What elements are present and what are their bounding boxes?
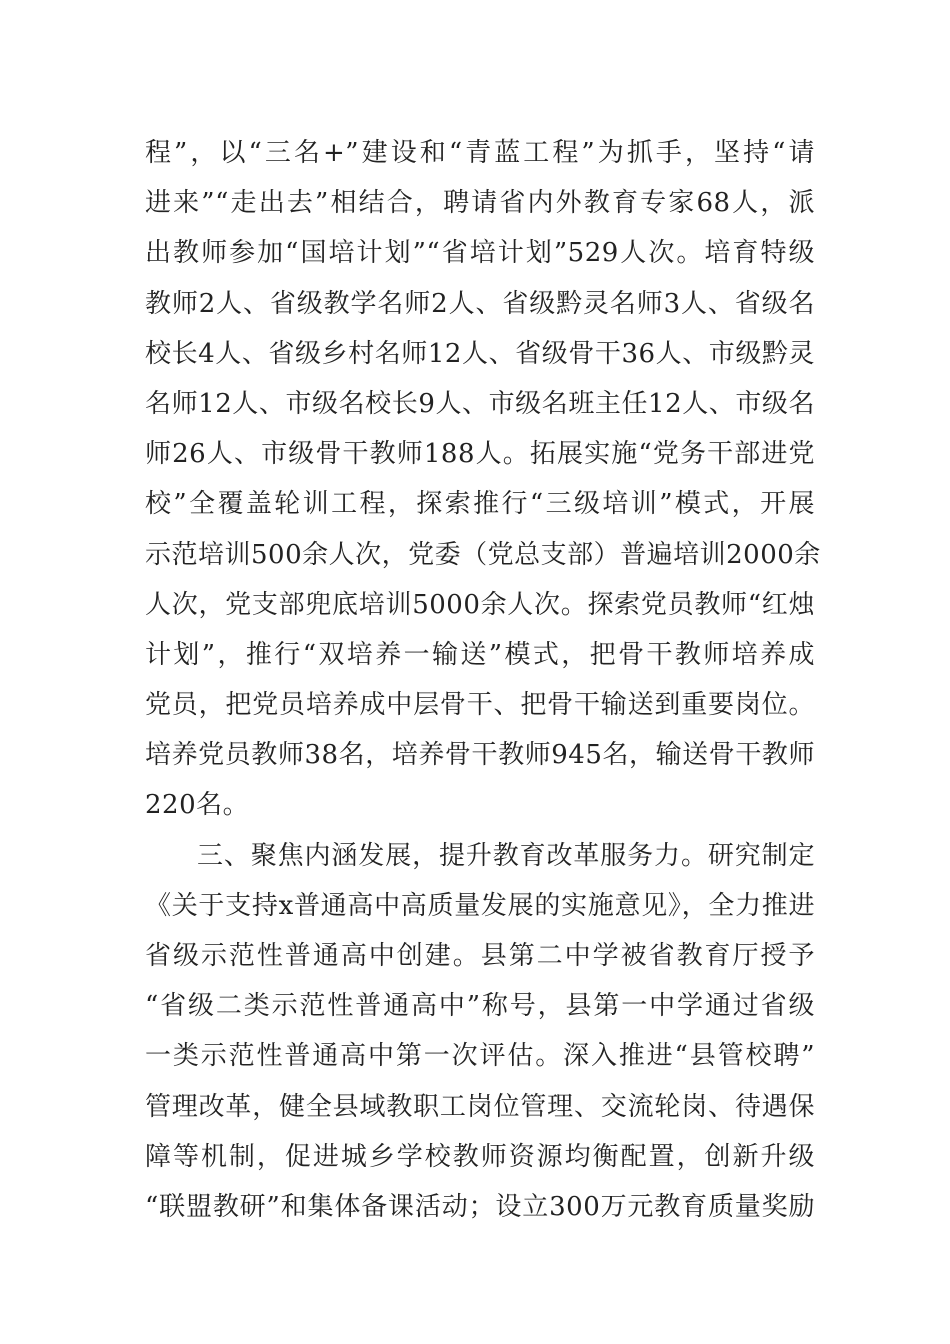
text-line: 程”，以“三名+”建设和“青蓝工程”为抓手，坚持“请	[145, 138, 815, 168]
text-line: 校长4人、省级乡村名师12人、省级骨干36人、市级黔灵	[145, 338, 815, 369]
text-line: 障等机制，促进城乡学校教师资源均衡配置，创新升级	[145, 1141, 815, 1172]
text-line: 培养党员教师38名，培养骨干教师945名，输送骨干教师	[145, 740, 815, 771]
text-line: 教师2人、省级教学名师2人、省级黔灵名师3人、省级名	[145, 288, 815, 319]
paragraph-start-line: 三、聚焦内涵发展，提升教育改革服务力。研究制定	[197, 840, 815, 871]
text-line: 示范培训500余人次，党委（党总支部）普遍培训2000余	[145, 539, 821, 570]
text-line: 师26人、市级骨干教师188人。拓展实施“党务干部进党	[145, 439, 815, 470]
text-line: 计划”，推行“双培养一输送”模式，把骨干教师培养成	[145, 639, 815, 670]
text-line: 名师12人、市级名校长9人、市级名班主任12人、市级名	[145, 388, 815, 419]
text-line: 党员，把党员培养成中层骨干、把骨干输送到重要岗位。	[145, 690, 815, 721]
text-line: 一类示范性普通高中第一次评估。深入推进“县管校聘”	[145, 1041, 815, 1072]
text-line: 出教师参加“国培计划”“省培计划”529人次。培育特级	[145, 238, 815, 269]
text-line: 《关于支持x普通高中高质量发展的实施意见》，全力推进	[145, 890, 815, 921]
text-line: “联盟教研”和集体备课活动；设立300万元教育质量奖励	[145, 1191, 815, 1222]
text-line: 进来”“走出去”相结合，聘请省内外教育专家68人，派	[145, 188, 815, 219]
text-line: 校”全覆盖轮训工程，探索推行“三级培训”模式，开展	[145, 489, 815, 520]
text-line: “省级二类示范性普通高中”称号，县第一中学通过省级	[145, 991, 815, 1022]
text-line: 220名。	[145, 790, 250, 821]
text-line: 人次，党支部兜底培训5000余人次。探索党员教师“红烛	[145, 589, 815, 620]
text-line: 省级示范性普通高中创建。县第二中学被省教育厅授予	[145, 941, 815, 971]
body-text	[145, 128, 821, 1232]
text-line: 管理改革，健全县域教职工岗位管理、交流轮岗、待遇保	[145, 1091, 815, 1122]
